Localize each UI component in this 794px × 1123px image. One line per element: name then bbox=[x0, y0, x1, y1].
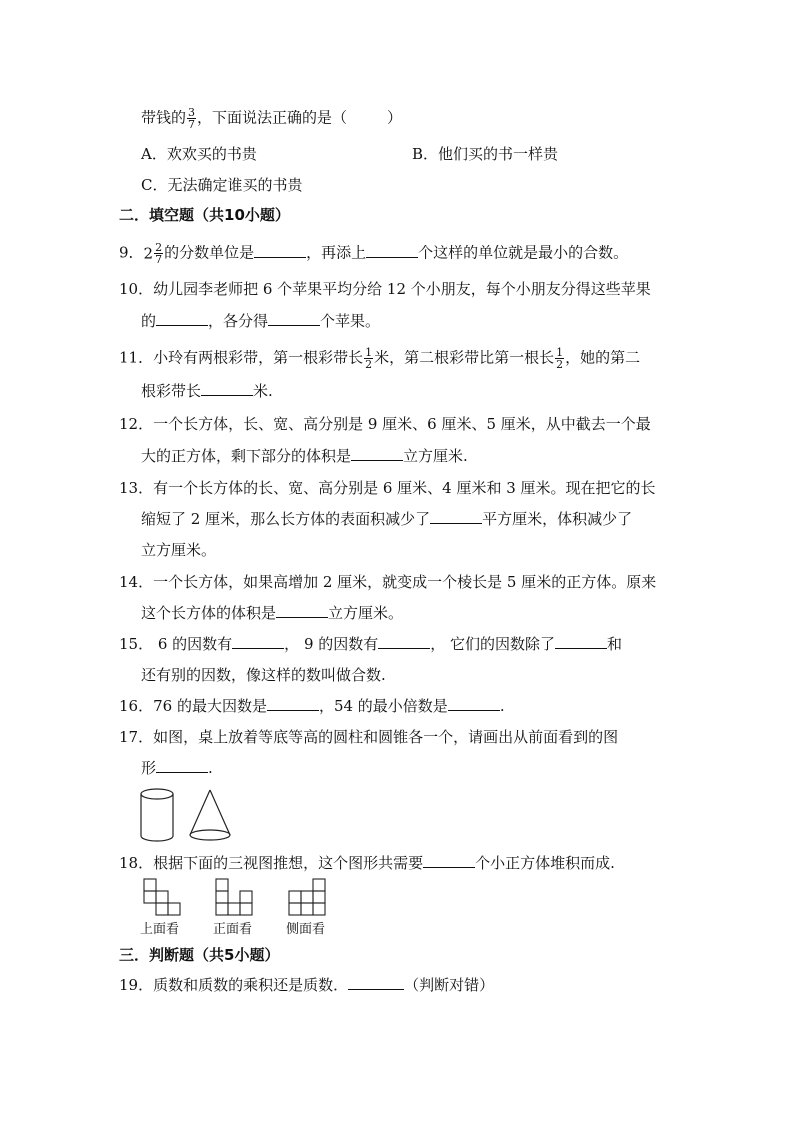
q19: 19．质数和质数的乘积还是质数． （判断对错） bbox=[119, 976, 495, 994]
q12-blank[interactable] bbox=[351, 446, 403, 461]
side-view-figure bbox=[289, 879, 329, 915]
q16-blank-1[interactable] bbox=[267, 696, 319, 711]
top-view-figure bbox=[144, 879, 184, 915]
view-label-side: 侧面看 bbox=[286, 922, 326, 937]
q12-line-1: 12．一个长方体，长、宽、高分别是 9 厘米、6 厘米、5 厘米，从中截去一个最 bbox=[119, 415, 651, 433]
q15-blank-1[interactable] bbox=[232, 634, 284, 649]
q14-blank[interactable] bbox=[276, 603, 328, 618]
cylinder-cone-figure bbox=[136, 786, 246, 846]
front-view-figure bbox=[216, 879, 256, 915]
q10-line-1: 10．幼儿园李老师把 6 个苹果平均分给 12 个小朋友，每个小朋友分得这些苹果 bbox=[119, 280, 651, 298]
q10-blank-2[interactable] bbox=[268, 311, 320, 326]
q17-line-1: 17．如图，桌上放着等底等高的圆柱和圆锥各一个，请画出从前面看到的图 bbox=[119, 728, 619, 746]
q19-blank[interactable] bbox=[348, 975, 404, 990]
q15-line-2: 还有别的因数，像这样的数叫做合数. bbox=[141, 666, 386, 684]
q11-line-2: 根彩带长 米. bbox=[141, 382, 273, 400]
q15-blank-2[interactable] bbox=[378, 634, 430, 649]
q18: 18．根据下面的三视图推想，这个图形共需要 个小正方体堆积而成. bbox=[119, 854, 615, 872]
q10-blank-1[interactable] bbox=[156, 311, 208, 326]
q9: 9．2 $\frac{2}{7}$ 的分数单位是 ，再添上 个这样的单位就是最小的合数。 bbox=[119, 241, 629, 266]
q15-line-1: 15． 6 的因数有 ， 9 的因数有 ， 它们的因数除了 和 bbox=[119, 635, 623, 653]
section-3-title: 三．判断题（共5小题） bbox=[119, 946, 280, 964]
q17-blank[interactable] bbox=[156, 758, 208, 773]
q8-fraction: $\frac{3}{7}$ bbox=[188, 106, 196, 131]
q11-line-1: 11．小玲有两根彩带，第一根彩带长 $\frac{1}{2}$ 米，第二根彩带比第一根长 $\frac{1}{2}$ ，她的第二 bbox=[119, 346, 641, 371]
cone-shape bbox=[190, 790, 230, 840]
q8-option-a[interactable]: A．欢欢买的书贵 bbox=[141, 145, 257, 163]
q16: 16．76 的最大因数是 ，54 的最小倍数是 . bbox=[119, 697, 505, 715]
q13-line-3: 立方厘米。 bbox=[141, 541, 217, 559]
q9-blank-1[interactable] bbox=[254, 243, 306, 258]
q18-blank[interactable] bbox=[423, 853, 475, 868]
q13-line-2: 缩短了 2 厘米，那么长方体的表面积减少了 平方厘米，体积减少了 bbox=[141, 510, 633, 528]
q11-blank[interactable] bbox=[201, 381, 253, 396]
cylinder-shape bbox=[141, 789, 173, 841]
q13-line-1: 13．有一个长方体的长、宽、高分别是 6 厘米、4 厘米和 3 厘米。现在把它的长 bbox=[119, 479, 656, 497]
q8-option-c[interactable]: C．无法确定谁买的书贵 bbox=[141, 176, 303, 194]
q12-line-2: 大的正方体，剩下部分的体积是 立方厘米. bbox=[141, 447, 468, 465]
q8-text-post: ，下面说法正确的是（ bbox=[197, 108, 348, 127]
q17-line-2: 形 . bbox=[141, 759, 213, 777]
q10-line-2: 的 ，各分得 个苹果。 bbox=[141, 312, 381, 330]
q8-option-b[interactable]: B．他们买的书一样贵 bbox=[412, 145, 559, 163]
q9-blank-2[interactable] bbox=[366, 243, 418, 258]
view-label-top: 上面看 bbox=[140, 922, 180, 937]
q13-blank-1[interactable] bbox=[430, 509, 482, 524]
q14-line-2: 这个长方体的体积是 立方厘米。 bbox=[141, 604, 404, 622]
view-label-front: 正面看 bbox=[213, 922, 253, 937]
section-2-title: 二．填空题（共10小题） bbox=[119, 206, 290, 224]
q14-line-1: 14．一个长方体，如果高增加 2 厘米，就变成一个棱长是 5 厘米的正方体。原来 bbox=[119, 573, 657, 591]
q11-fraction-2: $\frac{1}{2}$ bbox=[556, 346, 564, 371]
q8-stem-tail: 带钱的 $\frac{3}{7}$ ，下面说法正确的是（ ） bbox=[141, 106, 403, 131]
q16-blank-2[interactable] bbox=[448, 696, 500, 711]
q9-mixed-number: 2 $\frac{2}{7}$ bbox=[143, 241, 163, 266]
q11-fraction-1: $\frac{1}{2}$ bbox=[365, 346, 373, 371]
q15-blank-3[interactable] bbox=[555, 634, 607, 649]
q8-text-pre: 带钱的 bbox=[141, 108, 187, 127]
